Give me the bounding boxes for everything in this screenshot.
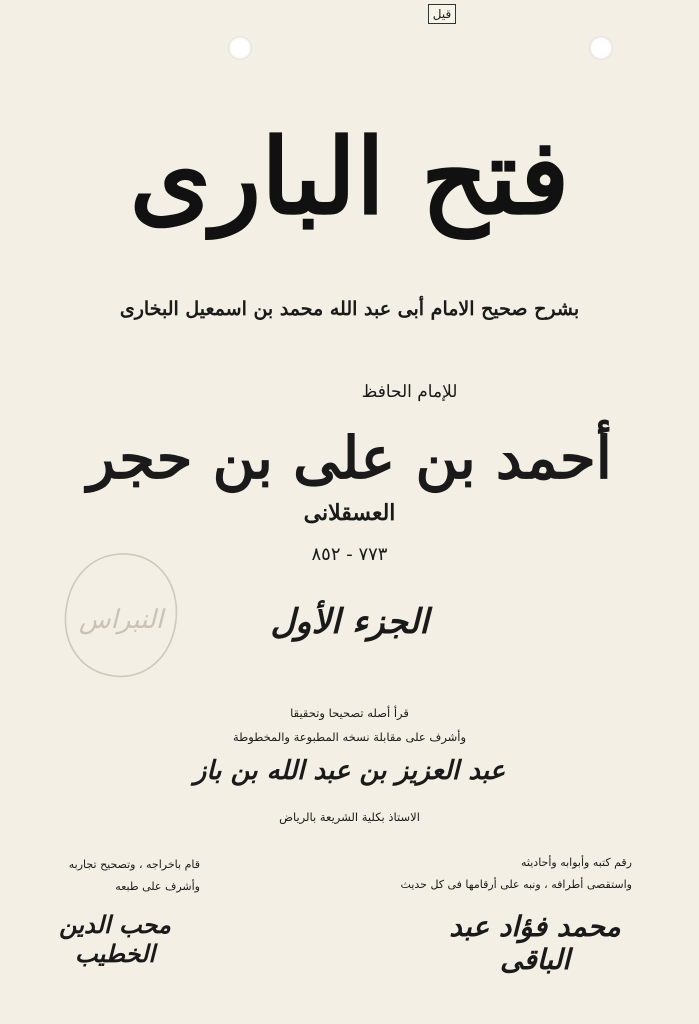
author-name: أحمد بن على بن حجر	[87, 424, 612, 492]
author-nisba: العسقلانى	[303, 500, 396, 526]
indexer-credit-line2: واستقصى أطرافه ، ونبه على أرقامها فى كل حديث	[400, 878, 632, 891]
publisher-credit	[30, 854, 200, 898]
editor-credit-line2: وأشرف على مقابلة نسخه المطبوعة والمخطوطة	[232, 730, 467, 744]
indexer-credit-line1: رقم كتبه وأبوابه وأحاديثه	[521, 856, 632, 869]
punch-hole	[589, 36, 613, 60]
publisher-credit-line2: وأشرف على طبعه	[115, 880, 200, 893]
book-title: فتح البارى	[129, 115, 570, 238]
stamp-text: النبراس	[78, 605, 164, 635]
author-dates: ٧٧٣ - ٨٥٢	[311, 544, 388, 565]
indexer-credit	[400, 852, 632, 896]
corner-tag: قيل	[428, 4, 456, 24]
volume-label: الجزء الأول	[270, 602, 429, 642]
editor-signature: عبد العزيز بن عبد الله بن باز	[193, 756, 506, 786]
author-label: للإمام الحافظ	[361, 382, 458, 402]
editor-credit-line1: قرأ أصله تصحيحا وتحقيقا	[290, 706, 409, 720]
indexer-signature: محمد فؤاد عبد الباقى	[449, 910, 621, 976]
publisher-signature: محب الدين الخطيب	[59, 910, 171, 968]
publisher-credit-line1: قام باخراجه ، وتصحيح تجاربه	[68, 858, 200, 871]
punch-hole	[228, 36, 252, 60]
book-subtitle: بشرح صحيح الامام أبى عبد الله محمد بن اسمعيل البخارى	[119, 298, 580, 320]
editor-title: الاستاذ بكلية الشريعة بالرياض	[279, 810, 420, 824]
